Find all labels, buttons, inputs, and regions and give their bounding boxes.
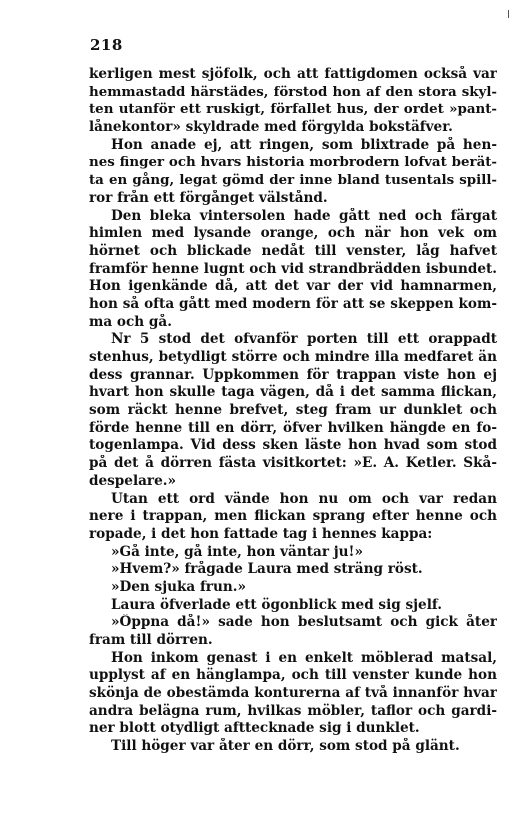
text-line: upplyst af en hänglampa, och till venster kunde hon bbox=[89, 667, 497, 684]
text-line: Utan ett ord vände hon nu om och var redan bbox=[111, 490, 497, 507]
text-line: »Hvem?» frågade Laura med sträng röst. bbox=[111, 561, 423, 578]
text-line: ma och gå. bbox=[89, 313, 172, 330]
page-number: 218 bbox=[90, 36, 123, 54]
text-line: Laura öfverlade ett ögonblick med sig sjelf. bbox=[111, 596, 442, 613]
text-line: andra belägna rum, hvilkas möbler, taflor och gardi- bbox=[89, 702, 497, 719]
margin-mark bbox=[508, 10, 509, 18]
text-line: stenhus, betydligt större och mindre illa medfaret än bbox=[89, 349, 497, 365]
text-line: Den bleka vintersolen hade gått ned och färgat bbox=[111, 207, 497, 224]
text-line: nere i trappan, men flickan sprang efter henne och bbox=[89, 508, 497, 525]
text-line: Till höger var åter en dörr, som stod på glänt. bbox=[111, 738, 460, 755]
text-line: framför henne lugnt och vid strandbrädden isbundet. bbox=[89, 260, 497, 277]
text-line: ner blott otydligt afttecknade sig i dunklet. bbox=[89, 720, 420, 737]
text-line: ropade, i det hon fattade tag i hennes kappa: bbox=[89, 525, 433, 542]
text-line: dess grannar. Uppkommen för trappan viste hon ej bbox=[89, 366, 497, 383]
text-line: Hon anade ej, att ringen, som blixtrade på hen- bbox=[111, 136, 497, 153]
text-line: ror från ett förgånget välstånd. bbox=[89, 189, 328, 206]
text-line: himlen med lysande orange, och när hon vek om bbox=[89, 225, 497, 242]
text-line: ta en gång, legat gömd der inne bland tusentals spill- bbox=[89, 172, 497, 189]
text-line: despelare.» bbox=[89, 472, 176, 489]
text-line: fram till dörren. bbox=[89, 632, 213, 648]
text-line: hemmastadd härstädes, förstod hon af den stora skyl- bbox=[89, 83, 497, 100]
text-line: Hon igenkände då, att det var der vid hamnarmen, bbox=[89, 278, 497, 295]
text-line: ten utanför ett ruskigt, förfallet hus, der ordet »pant- bbox=[89, 101, 497, 118]
text-line: »Öppna då!» sade hon beslutsamt och gick åter bbox=[111, 614, 497, 631]
text-line: lånekontor» skyldrade med förgylda bokstäfver. bbox=[89, 119, 453, 136]
text-line: togenlampa. Vid dess sken läste hon hvad som stod bbox=[89, 437, 497, 454]
text-line: hon så ofta gått med modern för att se skeppen kom- bbox=[89, 295, 497, 312]
text-line: på det å dörren fästa visitkortet: »E. A. Ketler. Skå- bbox=[89, 455, 497, 472]
text-line: förde henne till en dörr, öfver hvilken hängde en fo- bbox=[89, 419, 497, 436]
body-text bbox=[89, 66, 497, 756]
text-line: kerligen mest sjöfolk, och att fattigdomen också var bbox=[89, 66, 497, 82]
text-line: hvart hon skulle taga vägen, då i det samma flickan, bbox=[89, 384, 497, 401]
text-line: som räckt henne brefvet, steg fram ur dunklet och bbox=[89, 402, 497, 419]
text-line: hörnet och blickade nedåt till venster, låg hafvet bbox=[89, 242, 497, 259]
text-line: »Den sjuka frun.» bbox=[111, 578, 246, 595]
text-line: »Gå inte, gå inte, hon väntar ju!» bbox=[111, 543, 363, 560]
text-line: Hon inkom genast i en enkelt möblerad matsal, bbox=[111, 649, 497, 666]
text-line: skönja de obestämda konturerna af två innanför hvar bbox=[89, 685, 497, 702]
text-line: Nr 5 stod det ofvanför porten till ett orappadt bbox=[111, 331, 497, 348]
text-line: nes finger och hvars historia morbrodern lofvat berät- bbox=[89, 154, 497, 171]
